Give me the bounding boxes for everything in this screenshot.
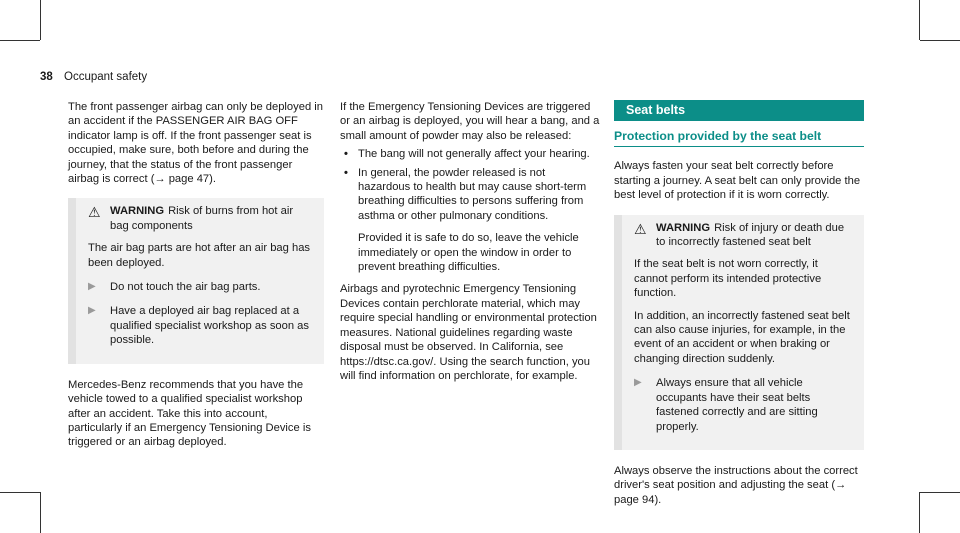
- paragraph: Airbags and pyrotechnic Emergency Tensioning Devices contain perchlorate material, which may require special handling or environmental protection measures. National guidelines regarding waste disposal must be observed. In California, see https://dtsc.ca.gov/. Using the search function, you will find information on perchlorate, for example.: [340, 283, 597, 382]
- list-item: [340, 147, 600, 161]
- warning-body: If the seat belt is not worn correctly, it cannot perform its intended protective function.: [634, 258, 822, 300]
- section-title: Seat belts: [614, 100, 864, 121]
- warning-header: [88, 204, 314, 233]
- column-middle: [340, 100, 600, 395]
- warning-box: [614, 215, 864, 450]
- warning-triangle-icon: ⚠: [88, 204, 101, 221]
- paragraph: The front passenger airbag can only be deployed in an accident if the PASSENGER AIR BAG OFF indicator lamp is off. If the front passenger seat is occupied, make sure, both before and during the journey, that the status of the front passenger airbag is correct (→ page 47).: [68, 101, 323, 186]
- action-arrow-icon: ▶: [88, 281, 96, 293]
- section-name: Occupant safety: [64, 71, 148, 83]
- paragraph: Mercedes-Benz recommends that you have the vehicle towed to a qualified specialist workshop after an accident. Take this into account, particularly if an Emergency Tensioning Device is triggered or an airbag deployed.: [68, 378, 311, 449]
- crop-mark: [0, 492, 40, 493]
- page-number: 38: [40, 71, 53, 83]
- paragraph: If the Emergency Tensioning Devices are triggered or an airbag is deployed, you will hear a bang, and a small amount of powder may also be released:: [340, 101, 600, 142]
- list-item: [340, 166, 600, 224]
- crop-mark: [0, 40, 40, 41]
- paragraph: Always fasten your seat belt correctly before starting a journey. A seat belt can only provide the best level of protection if it is worn correctly.: [614, 160, 861, 202]
- column-right: [614, 100, 864, 519]
- crop-mark: [920, 492, 960, 493]
- warning-box: [68, 198, 324, 363]
- page-header: [40, 70, 147, 84]
- action-arrow-icon: ▶: [634, 377, 642, 389]
- list-item-text: The bang will not generally affect your hearing.: [358, 148, 590, 161]
- warning-subtitle: Risk of injury or death due to incorrectly fastened seat belt: [656, 221, 845, 249]
- paragraph: Always observe the instructions about the correct driver's seat position and adjusting the seat (→ page 94).: [614, 464, 858, 506]
- bullet-icon: •: [344, 148, 348, 161]
- warning-title: WARNING: [656, 221, 711, 234]
- warning-title: WARNING: [110, 205, 165, 218]
- warning-body: In addition, an incorrectly fastened seat belt can also cause injuries, for example, in the event of an accident or when braking or changing direction suddenly.: [634, 309, 850, 365]
- crop-mark: [920, 40, 960, 41]
- action-text: Have a deployed air bag replaced at a qualified specialist workshop as soon as possible.: [110, 305, 309, 347]
- action-item: [88, 304, 314, 347]
- subheading: Protection provided by the seat belt: [614, 129, 864, 147]
- crop-mark: [40, 492, 41, 533]
- warning-triangle-icon: ⚠: [634, 220, 647, 237]
- crop-mark: [919, 0, 920, 40]
- crop-mark: [919, 492, 920, 533]
- warning-subtitle: Risk of burns from hot air bag components: [110, 205, 294, 232]
- sub-paragraph: Provided it is safe to do so, leave the vehicle immediately or open the window in order to prevent breathing difficulties.: [358, 232, 579, 274]
- column-left: [68, 100, 324, 462]
- list-item-text: In general, the powder released is not hazardous to health but may cause short-term breathing difficulties to persons suffering from asthma or other pulmonary conditions.: [358, 166, 587, 222]
- warning-body: The air bag parts are hot after an air bag has been deployed.: [88, 242, 311, 269]
- bullet-icon: •: [344, 166, 348, 179]
- action-arrow-icon: ▶: [88, 305, 96, 317]
- bullet-list: [340, 147, 600, 223]
- action-item: [88, 280, 314, 294]
- crop-mark: [40, 0, 41, 40]
- action-item: [634, 376, 854, 434]
- warning-header: [634, 221, 854, 250]
- action-text: Always ensure that all vehicle occupants have their seat belts fastened correctly and are sitting properly.: [656, 377, 818, 433]
- action-text: Do not touch the air bag parts.: [110, 281, 261, 294]
